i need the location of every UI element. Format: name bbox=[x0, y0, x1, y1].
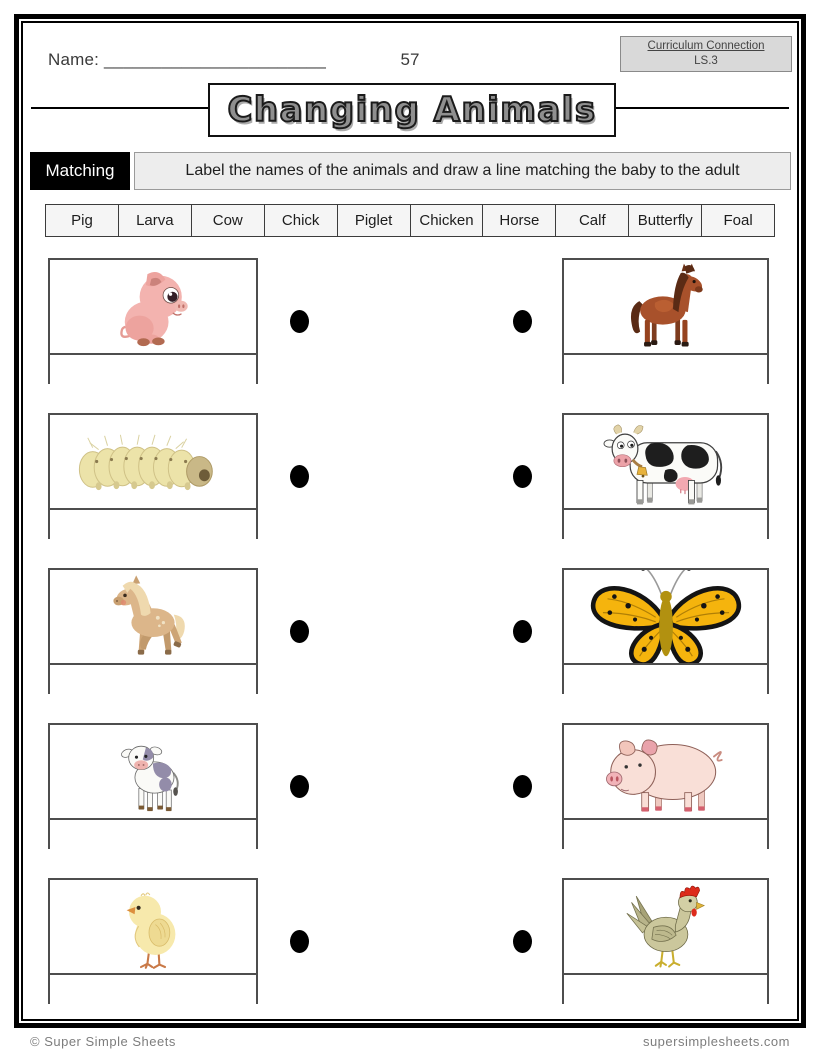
instruction-text: Label the names of the animals and draw a line matching the baby to the adult bbox=[134, 152, 791, 190]
match-dot-left-row-3[interactable] bbox=[290, 620, 309, 643]
matching-section-label: Matching bbox=[30, 152, 130, 190]
answer-line-calf[interactable] bbox=[50, 820, 256, 849]
animal-card-foal bbox=[48, 568, 258, 694]
match-dot-left-row-5[interactable] bbox=[290, 930, 309, 953]
footer-website: supersimplesheets.com bbox=[642, 1034, 790, 1049]
answer-line-piglet[interactable] bbox=[50, 355, 256, 384]
worksheet-title-box bbox=[208, 83, 616, 137]
match-dot-right-row-4[interactable] bbox=[513, 775, 532, 798]
word-bank-item-piglet: Piglet bbox=[338, 204, 411, 237]
answer-line-pig[interactable] bbox=[564, 820, 767, 849]
animal-image-larva bbox=[50, 415, 256, 510]
word-bank-item-larva: Larva bbox=[119, 204, 192, 237]
curriculum-connection-box bbox=[620, 36, 792, 72]
answer-line-cow[interactable] bbox=[564, 510, 767, 539]
animal-card-chick bbox=[48, 878, 258, 1004]
animal-image-foal bbox=[50, 570, 256, 665]
name-line[interactable]: _______________________ bbox=[104, 50, 327, 69]
answer-line-butterfly[interactable] bbox=[564, 665, 767, 694]
animal-card-chicken bbox=[562, 878, 769, 1004]
animal-card-piglet bbox=[48, 258, 258, 384]
match-row-5 bbox=[0, 878, 820, 1004]
animal-image-chick bbox=[50, 880, 256, 975]
word-bank-item-chicken: Chicken bbox=[411, 204, 484, 237]
word-bank bbox=[45, 204, 775, 237]
word-bank-item-cow: Cow bbox=[192, 204, 265, 237]
word-bank-item-calf: Calf bbox=[556, 204, 629, 237]
animal-image-piglet bbox=[50, 260, 256, 355]
match-dot-right-row-2[interactable] bbox=[513, 465, 532, 488]
match-row-4 bbox=[0, 723, 820, 849]
worksheet-title: Changing Animals bbox=[227, 90, 597, 130]
curriculum-title: Curriculum Connection bbox=[647, 40, 765, 53]
animal-card-horse bbox=[562, 258, 769, 384]
word-bank-item-chick: Chick bbox=[265, 204, 338, 237]
word-bank-item-horse: Horse bbox=[483, 204, 556, 237]
word-bank-item-foal: Foal bbox=[702, 204, 775, 237]
word-bank-item-butterfly: Butterfly bbox=[629, 204, 702, 237]
animal-image-cow bbox=[564, 415, 767, 510]
answer-line-foal[interactable] bbox=[50, 665, 256, 694]
match-row-1 bbox=[0, 258, 820, 384]
animal-card-larva bbox=[48, 413, 258, 539]
answer-line-larva[interactable] bbox=[50, 510, 256, 539]
match-dot-left-row-4[interactable] bbox=[290, 775, 309, 798]
animal-card-pig bbox=[562, 723, 769, 849]
animal-image-chicken bbox=[564, 880, 767, 975]
name-row bbox=[48, 50, 326, 70]
animal-image-horse bbox=[564, 260, 767, 355]
animal-image-calf bbox=[50, 725, 256, 820]
answer-line-horse[interactable] bbox=[564, 355, 767, 384]
match-dot-left-row-2[interactable] bbox=[290, 465, 309, 488]
answer-line-chick[interactable] bbox=[50, 975, 256, 1004]
curriculum-code: LS.3 bbox=[694, 55, 718, 67]
footer-copyright: © Super Simple Sheets bbox=[30, 1034, 176, 1049]
animal-card-calf bbox=[48, 723, 258, 849]
animal-card-butterfly bbox=[562, 568, 769, 694]
match-dot-right-row-5[interactable] bbox=[513, 930, 532, 953]
animal-image-pig bbox=[564, 725, 767, 820]
match-row-3 bbox=[0, 568, 820, 694]
animal-image-butterfly bbox=[564, 570, 767, 665]
match-row-2 bbox=[0, 413, 820, 539]
match-dot-left-row-1[interactable] bbox=[290, 310, 309, 333]
page-number: 57 bbox=[400, 50, 420, 69]
animal-card-cow bbox=[562, 413, 769, 539]
match-dot-right-row-3[interactable] bbox=[513, 620, 532, 643]
name-label: Name: bbox=[48, 50, 100, 69]
answer-line-chicken[interactable] bbox=[564, 975, 767, 1004]
match-dot-right-row-1[interactable] bbox=[513, 310, 532, 333]
word-bank-item-pig: Pig bbox=[45, 204, 119, 237]
